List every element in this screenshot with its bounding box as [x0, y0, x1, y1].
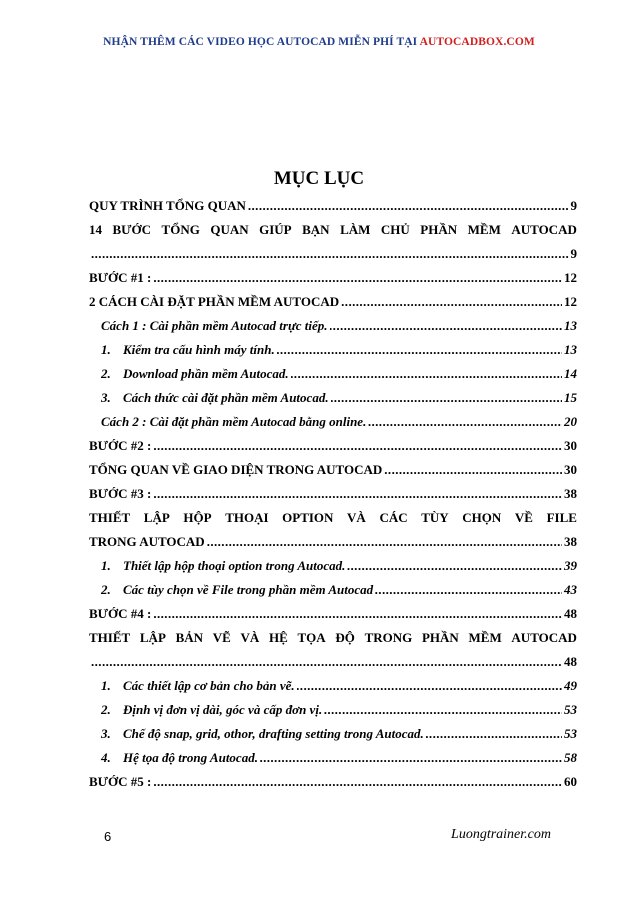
dot-leader [153, 602, 562, 626]
toc-entry-text: BƯỚC #1 : [89, 270, 152, 285]
page-number: 6 [104, 829, 112, 844]
toc-entry-text: QUY TRÌNH TỔNG QUAN [89, 198, 246, 213]
toc-word: TRONG [364, 630, 413, 645]
toc-page-number: 53 [564, 726, 577, 741]
toc-entry-text: Cách 1 : Cài phần mềm Autocad trực tiếp. [101, 318, 328, 333]
dot-leader [153, 434, 562, 458]
toc-entry[interactable] [89, 554, 577, 578]
toc-word: HỆ [269, 630, 288, 645]
dot-leader [91, 242, 569, 266]
toc-entry[interactable] [89, 218, 577, 266]
toc-word: TỌA [297, 630, 326, 645]
toc-word: LẬP [139, 630, 166, 645]
toc-page-number: 48 [564, 654, 577, 669]
dot-leader [341, 290, 562, 314]
toc-entry-text: BƯỚC #3 : [89, 486, 152, 501]
toc-item-number: 2. [101, 366, 111, 381]
toc-word: HỘP [183, 510, 212, 525]
toc-word: MỀM [467, 222, 501, 237]
toc-page-number: 30 [564, 462, 577, 477]
toc-word: VỀ [514, 510, 533, 525]
dot-leader [153, 482, 562, 506]
toc-entry[interactable] [89, 386, 577, 410]
toc-word: LẬP [143, 510, 170, 525]
toc-word: LÀM [340, 222, 371, 237]
toc-entry-text: TỔNG QUAN VỀ GIAO DIỆN TRONG AUTOCAD [89, 462, 383, 477]
toc-entry-text [89, 506, 577, 530]
toc-entry-text: Các thiết lập cơ bản cho bản vẽ. [123, 678, 295, 693]
toc-word: CÁC [379, 510, 408, 525]
toc-item-number: 1. [101, 558, 111, 573]
toc-page-number: 9 [570, 198, 577, 213]
toc-page-number: 38 [564, 534, 577, 549]
footer-site: Luongtrainer.com [451, 827, 551, 842]
toc-entry-text [89, 626, 577, 650]
toc-entry-text: 2 CÁCH CÀI ĐẶT PHẦN MỀM AUTOCAD [89, 294, 340, 309]
toc-entry[interactable] [89, 290, 577, 314]
toc-entry-text: Các tùy chọn về File trong phần mềm Autocad [123, 582, 374, 597]
toc-entry-text: BƯỚC #2 : [89, 438, 152, 453]
toc-page-number: 53 [564, 702, 577, 717]
page-title: MỤC LỤC [273, 168, 365, 189]
toc-word: OPTION [282, 510, 334, 525]
toc-page-number: 49 [564, 678, 577, 693]
toc-word: ĐỘ [335, 630, 355, 645]
toc-page-number: 60 [564, 774, 577, 789]
toc-page-number: 9 [570, 246, 577, 261]
page-header [0, 36, 638, 48]
toc-word: THOẠI [225, 510, 269, 525]
toc-entry-text-continued: TRONG AUTOCAD [89, 534, 205, 549]
dot-leader [384, 458, 562, 482]
toc-page-number: 43 [564, 582, 577, 597]
toc-entry[interactable] [89, 674, 577, 698]
header-text: NHẬN THÊM CÁC VIDEO HỌC AUTOCAD MIỄN PHÍ TẠI [103, 36, 420, 48]
dot-leader [91, 650, 562, 674]
toc-entry[interactable] [89, 458, 577, 482]
toc-word: GIÚP [259, 222, 292, 237]
toc-entry[interactable] [89, 746, 577, 770]
toc-word: FILE [546, 510, 577, 525]
toc-word: PHẦN [420, 222, 458, 237]
toc-entry-text: Cách 2 : Cài đặt phần mềm Autocad bằng online. [101, 414, 367, 429]
toc-entry[interactable] [89, 362, 577, 386]
toc-word: MỀM [468, 630, 502, 645]
toc-entry-text: Kiểm tra cấu hình máy tính. [123, 342, 275, 357]
toc-item-number: 4. [101, 750, 111, 765]
toc-entry[interactable] [89, 698, 577, 722]
toc-entry[interactable] [89, 194, 577, 218]
toc-entry[interactable] [89, 338, 577, 362]
dot-leader [291, 362, 562, 386]
toc-entry-text: BƯỚC #4 : [89, 606, 152, 621]
toc-entry[interactable] [89, 506, 577, 554]
toc-word: VÀ [347, 510, 366, 525]
toc-word: BẢN [175, 630, 204, 645]
toc-entry[interactable] [89, 602, 577, 626]
toc-word: THIẾT [89, 630, 131, 645]
toc-entry-text: Download phần mềm Autocad. [123, 366, 289, 381]
toc-word: PHẦN [421, 630, 459, 645]
toc-item-number: 1. [101, 678, 111, 693]
toc-page-number: 14 [564, 366, 577, 381]
toc-entry[interactable] [89, 770, 577, 794]
dot-leader [260, 746, 562, 770]
toc-item-number: 3. [101, 726, 111, 741]
toc-entry[interactable] [89, 482, 577, 506]
toc-page-number: 13 [564, 342, 577, 357]
toc-word: TÙY [421, 510, 449, 525]
toc-item-number: 1. [101, 342, 111, 357]
toc-page-number: 12 [564, 294, 577, 309]
dot-leader [207, 530, 562, 554]
toc-word: TỔNG [161, 222, 200, 237]
toc-entry[interactable] [89, 434, 577, 458]
toc-entry[interactable] [89, 578, 577, 602]
toc-word: AUTOCAD [511, 630, 577, 645]
toc-entry-text: Hệ tọa độ trong Autocad. [123, 750, 258, 765]
toc-entry-text: Cách thức cài đặt phần mềm Autocad. [123, 390, 329, 405]
toc-page-number: 13 [564, 318, 577, 333]
toc-page-number: 39 [564, 558, 577, 573]
dot-leader [248, 194, 569, 218]
toc-word: CHỦ [380, 222, 410, 237]
toc-item-number: 3. [101, 390, 111, 405]
toc-entry[interactable] [89, 626, 577, 674]
toc-page-number: 15 [564, 390, 577, 405]
toc-entry[interactable] [89, 722, 577, 746]
header-site-link[interactable]: AUTOCADBOX.COM [419, 36, 535, 48]
toc-page-number: 38 [564, 486, 577, 501]
toc-page-number: 58 [564, 750, 577, 765]
dot-leader [375, 578, 562, 602]
toc-item-number: 2. [101, 702, 111, 717]
toc-page-number: 48 [564, 606, 577, 621]
dot-leader [368, 410, 562, 434]
toc-entry[interactable] [89, 410, 577, 434]
toc-item-number: 2. [101, 582, 111, 597]
toc-word: AUTOCAD [511, 222, 577, 237]
toc-word: 14 [89, 222, 102, 237]
dot-leader [297, 674, 562, 698]
toc-word: BƯỚC [112, 222, 152, 237]
toc-entry[interactable] [89, 314, 577, 338]
toc-word: BẠN [302, 222, 330, 237]
toc-entry[interactable] [89, 266, 577, 290]
dot-leader [426, 722, 562, 746]
toc-word: VẼ [212, 630, 231, 645]
toc-word: VÀ [240, 630, 260, 645]
dot-leader [331, 386, 562, 410]
toc-word: CHỌN [462, 510, 502, 525]
toc-entry-text: Định vị đơn vị dài, góc và cấp đơn vị. [123, 702, 323, 717]
toc-entry-text [89, 218, 577, 242]
toc-word: THIẾT [89, 510, 131, 525]
dot-leader [153, 770, 562, 794]
table-of-contents [89, 194, 577, 794]
toc-page-number: 20 [564, 414, 577, 429]
toc-page-number: 12 [564, 270, 577, 285]
dot-leader [324, 698, 562, 722]
dot-leader [277, 338, 562, 362]
toc-word: QUAN [210, 222, 249, 237]
toc-entry-text: Chế độ snap, grid, othor, drafting setting trong Autocad. [123, 726, 424, 741]
dot-leader [347, 554, 562, 578]
dot-leader [330, 314, 562, 338]
toc-entry-text: BƯỚC #5 : [89, 774, 152, 789]
dot-leader [153, 266, 562, 290]
toc-entry-text: Thiết lập hộp thoại option trong Autocad. [123, 558, 346, 573]
toc-page-number: 30 [564, 438, 577, 453]
